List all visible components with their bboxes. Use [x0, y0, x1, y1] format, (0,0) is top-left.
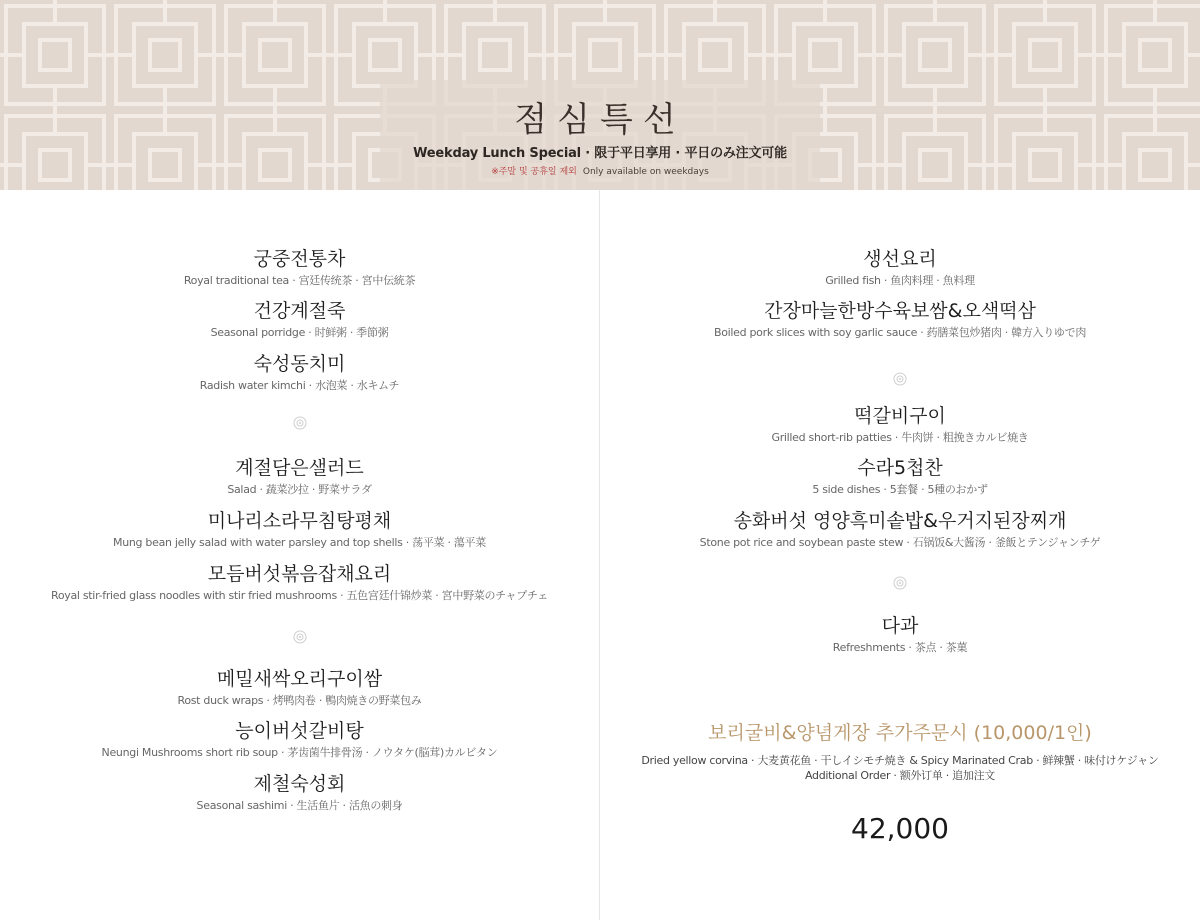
menu-item-name: 간장마늘한방수육보쌈&오색떡삼: [764, 300, 1036, 322]
menu-item-name: 메밀새싹오리구이쌈: [216, 668, 383, 690]
menu-item: [0, 562, 599, 603]
addon-order-title: 보리굴비&양념게장 추가주문시 (10,000/1인): [708, 722, 1092, 744]
menu-item: [600, 456, 1200, 497]
menu-item-description: Grilled short-rib patties · 牛肉饼 · 粗挽きカルビ焼き: [771, 431, 1029, 444]
menu-item-description: Royal stir-fried glass noodles with stir fried mushrooms · 五色宫廷什锦炒菜 · 宮中野菜のチャプチェ: [50, 589, 549, 602]
menu-item-name: 계절담은샐러드: [235, 457, 364, 479]
menu-item: [0, 299, 599, 340]
menu-item-name: 건강계절죽: [253, 300, 346, 322]
menu-item-description: Radish water kimchi · 水泡菜 · 水キムチ: [199, 379, 400, 392]
menu-item-description: Mung bean jelly salad with water parsley and top shells · 荡平菜 · 蕩平菜: [113, 536, 486, 549]
note-english: Only available on weekdays: [582, 167, 709, 177]
menu-item: [600, 614, 1200, 655]
menu-item: [0, 667, 599, 708]
menu-item-name: 떡갈비구이: [854, 405, 946, 427]
menu-item: [600, 509, 1200, 550]
menu-item-name: 송화버섯 영양흑미솥밥&우거지된장찌개: [733, 510, 1067, 532]
page-subtitle: Weekday Lunch Special · 限于平日享用 · 平日のみ注文可能: [413, 146, 787, 161]
menu-item-name: 능이버섯갈비탕: [235, 720, 364, 742]
page-title: 점심특선: [514, 100, 686, 140]
menu-item-name: 수라5첩찬: [857, 457, 943, 479]
ornament-icon: [293, 416, 307, 430]
menu-item: [0, 247, 599, 288]
menu-item-name: 제철숙성회: [253, 773, 346, 795]
weekday-note: [0, 164, 1200, 177]
note-korean: ※주말 및 공휴일 제외: [491, 167, 577, 177]
menu-item-name: 모듬버섯볶음잡채요리: [207, 563, 392, 585]
header-banner: [0, 0, 1200, 190]
menu-item-name: 생선요리: [863, 248, 937, 270]
menu-item: [0, 352, 599, 393]
menu-item-description: Refreshments · 茶点 · 茶菓: [832, 641, 968, 654]
menu-item-name: 숙성동치미: [253, 353, 346, 375]
menu-item: [600, 299, 1200, 340]
menu-item-description: Salad · 蔬菜沙拉 · 野菜サラダ: [227, 483, 372, 496]
ornament-icon: [293, 630, 307, 644]
menu-item-name: 미나리소라무침탕평채: [207, 510, 392, 532]
menu-item-description: Royal traditional tea · 宫廷传统茶 · 宮中伝統茶: [183, 274, 416, 287]
menu-item-name: 궁중전통차: [253, 248, 346, 270]
menu-item-description: Seasonal porridge · 时鲜粥 · 季節粥: [210, 326, 389, 339]
addon-order-description: Dried yellow corvina · 大麦黄花鱼 · 干しイシモチ焼き & Spicy Marinated Crab · 鲜辣蟹 · 味付けケジャン: [641, 754, 1159, 767]
menu-item: [0, 772, 599, 813]
ornament-icon: [893, 576, 907, 590]
menu-item-name: 다과: [881, 615, 919, 637]
menu-item: [600, 247, 1200, 288]
ornament-icon: [893, 372, 907, 386]
menu-item-description: Seasonal sashimi · 生活鱼片 · 活魚の刺身: [196, 799, 403, 812]
menu-item: [0, 719, 599, 760]
menu-item: [0, 456, 599, 497]
menu-item-description: Boiled pork slices with soy garlic sauce · 药膳菜包炒猪肉 · 韓方入りゆで肉: [713, 326, 1087, 339]
menu-item-description: Stone pot rice and soybean paste stew · 石锅饭&大酱汤 · 釜飯とテンジャンチゲ: [699, 536, 1101, 549]
addon-order-note: Additional Order · 额外订单 · 追加注文: [805, 769, 995, 782]
menu-item-description: Neungi Mushrooms short rib soup · 茅齿菌牛排骨汤 · ノウタケ(脳茸)カルビタン: [101, 746, 498, 759]
menu-item: [600, 404, 1200, 445]
menu-item-description: 5 side dishes · 5套餐 · 5種のおかず: [812, 483, 988, 496]
menu-item-description: Grilled fish · 鱼肉料理 · 魚料理: [825, 274, 975, 287]
menu-item: [0, 509, 599, 550]
menu-item-description: Rost duck wraps · 烤鸭肉卷 · 鴨肉焼きの野菜包み: [177, 694, 422, 707]
menu-price: 42,000: [851, 812, 949, 845]
